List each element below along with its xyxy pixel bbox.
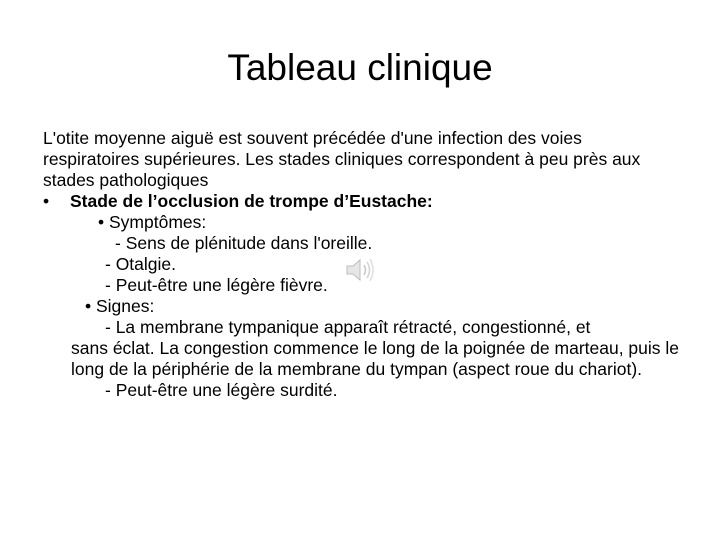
speaker-icon[interactable] [344,256,376,284]
stage-bullet [43,191,683,212]
symptom-item: - Peut-être une légère fièvre. [105,275,328,295]
stage-heading: Stade de l’occlusion de trompe d’Eustache: [70,191,433,211]
sign-item-first-line: - La membrane tympanique apparaît rétracté, congestionné, et [105,317,591,337]
symptoms-label: • Symptômes: [98,212,207,232]
sign-item-continuation: sans éclat. La congestion commence le long de la poignée de marteau, puis le long de la périphérie de la membrane du tympan (aspect roue du chariot). [71,338,680,379]
bullet-marker: • [43,191,50,211]
symptom-item: - Sens de plénitude dans l'oreille. [115,233,373,253]
slide-title: Tableau clinique [227,47,493,88]
symptom-item: - Otalgie. [105,254,176,274]
intro-paragraph: L'otite moyenne aiguë est souvent précédée d'une infection des voies respiratoires supérieures. Les stades cliniques correspondent à peu près aux stades pathologiques [43,128,641,190]
signs-label: • Signes: [85,296,155,316]
sign-item: - Peut-être une légère surdité. [105,380,338,400]
